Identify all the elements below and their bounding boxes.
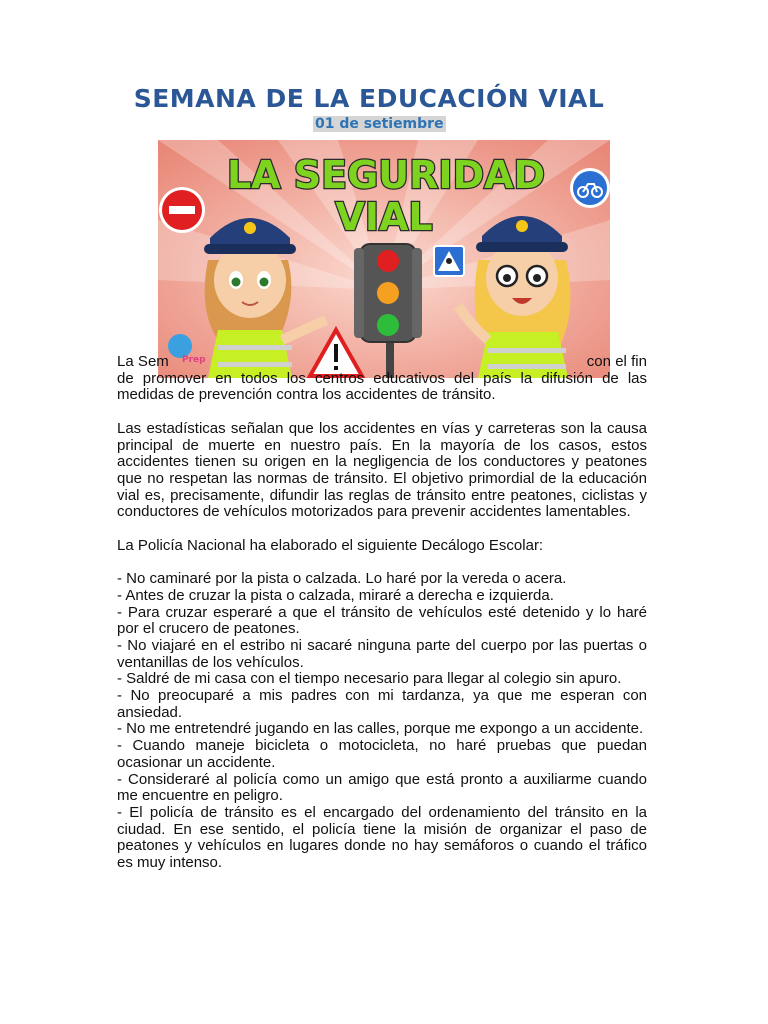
intro-paragraph <box>117 354 647 404</box>
decalogue-rule: - No me entretendré jugando en las calles, porque me expongo a un accidente. <box>117 720 644 738</box>
image-title-line2: VIAL <box>335 195 433 239</box>
decalogue-rule: - No caminaré por la pista o calzada. Lo haré por la vereda o acera. <box>117 570 567 588</box>
decalogue-list <box>117 571 647 872</box>
decalogue-rule: - Cuando maneje bicicleta o motocicleta, no haré pruebas que puedan ocasionar un accidente. <box>117 737 647 771</box>
pedestrian-crossing-sign-icon <box>434 246 464 276</box>
decalogue-rule: - Antes de cruzar la pista o calzada, miraré a derecha e izquierda. <box>117 586 554 604</box>
image-title-line1: LA SEGURIDAD <box>226 153 546 197</box>
document-body <box>117 354 647 872</box>
decalogue-rule: - No preocuparé a mis padres con mi tardanza, ya que me esperan con ansiedad. <box>117 687 647 721</box>
road-safety-illustration <box>158 140 610 378</box>
decalogue-rule: - El policía de tránsito es el encargado del ordenamiento del tránsito en la ciudad. En ese sentido, el policía tiene la misión de organizar el paso de peatones y vehículos en lugares donde no hay semáforos o cuando el tráfico es muy intenso. <box>117 803 647 872</box>
decalogue-rule: - No viajaré en el estribo ni sacaré ninguna parte del cuerpo por las puertas o ventanillas de los vehículos. <box>117 636 647 671</box>
intro-paragraph-start: La Sem <box>117 353 169 370</box>
date-subtitle: 01 de setiembre <box>315 116 444 132</box>
decalogue-rule: - Saldré de mi casa con el tiempo necesario para llegar al colegio sin apuro. <box>117 670 622 688</box>
decalogue-rule: - Consideraré al policía como un amigo que está pronto a auxiliarme cuando me encuentre en peligro. <box>117 770 647 805</box>
decalogue-intro: La Policía Nacional ha elaborado el siguiente Decálogo Escolar: <box>117 536 544 554</box>
logo-text: Prep <box>182 355 206 365</box>
bicycle-sign-icon <box>570 168 610 208</box>
statistics-paragraph: Las estadísticas señalan que los accidentes en vías y carreteras son la causa principal de muerte en nuestro país. En la mayoría de los casos, estos accidentes tienen su origen en la negligencia de los conductores y peatones que no respetan las normas de tránsito. El objetivo primordial de la educación vial es, precisamente, difundir las reglas de tránsito entre peatones, ciclistas y conductores de vehículos motorizados para prevenir accidentes lamentables. <box>117 419 647 521</box>
intro-paragraph-end: con el fin de promover en todos los centros educativos del país la difusión de las medidas de prevención contra los accidentes de tránsito. <box>117 353 647 404</box>
page-title: SEMANA DE LA EDUCACIÓN VIAL <box>133 84 605 113</box>
no-entry-sign-icon <box>159 187 205 233</box>
decalogue-rule: - Para cruzar esperaré a que el tránsito de vehículos esté detenido y lo haré por el crucero de peatones. <box>117 603 647 638</box>
